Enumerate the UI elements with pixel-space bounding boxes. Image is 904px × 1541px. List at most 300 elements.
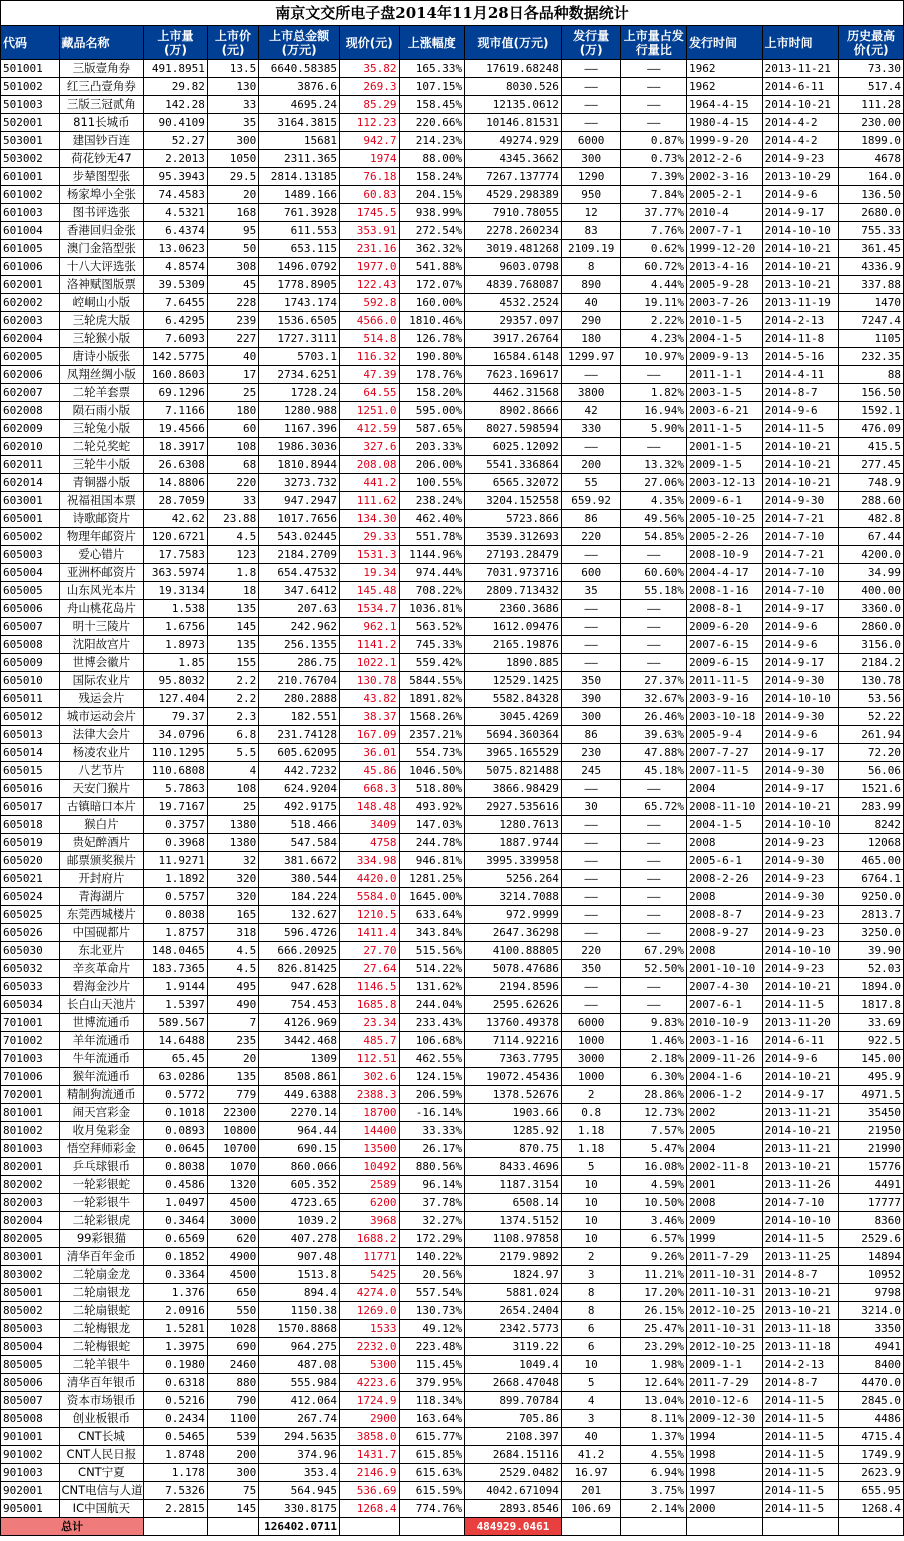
cell-listing-date: 2013-11-26 xyxy=(762,1176,839,1194)
table-row xyxy=(1,1284,904,1302)
cell-listed-amount: 2270.14 xyxy=(259,1104,340,1122)
cell-issue-date: 2012-10-25 xyxy=(687,1338,763,1356)
cell-listed-amount: 1489.166 xyxy=(259,186,340,204)
cell-code: 605015 xyxy=(1,762,60,780)
cell-highest-price: 2680.0 xyxy=(839,204,904,222)
cell-market-value: 4042.671094 xyxy=(465,1482,562,1500)
cell-issue-date: 2009-1-5 xyxy=(687,456,763,474)
cell-code: 605013 xyxy=(1,726,60,744)
cell-name: 古镇暗口本片 xyxy=(59,798,144,816)
cell-listed-amount: 690.15 xyxy=(259,1140,340,1158)
cell-rise: 595.00% xyxy=(399,402,465,420)
cell-listed-amount: 1280.988 xyxy=(259,402,340,420)
cell-current-price: 3409 xyxy=(339,816,399,834)
cell-issue-date: 2009-12-30 xyxy=(687,1410,763,1428)
cell-current-price: 14400 xyxy=(339,1122,399,1140)
cell-highest-price: 288.60 xyxy=(839,492,904,510)
cell-market-value: 7031.973716 xyxy=(465,564,562,582)
cell-market-value: 6565.32072 xyxy=(465,474,562,492)
cell-name: 红三凸壹角券 xyxy=(59,78,144,96)
cell-listing-date: 2014-9-17 xyxy=(762,654,839,672)
table-row xyxy=(1,564,904,582)
cell-highest-price: 465.00 xyxy=(839,852,904,870)
cell-issue-date: 2004-1-5 xyxy=(687,330,763,348)
cell-current-price: 1977.0 xyxy=(339,258,399,276)
cell-current-price: 1210.5 xyxy=(339,906,399,924)
cell-listing-date: 2014-6-11 xyxy=(762,1032,839,1050)
cell-rise: 272.54% xyxy=(399,222,465,240)
cell-rise: 238.24% xyxy=(399,492,465,510)
cell-code: 901001 xyxy=(1,1428,60,1446)
cell-listed-ratio: 0.73% xyxy=(621,150,687,168)
cell-listing-date: 2014-9-17 xyxy=(762,600,839,618)
cell-listing-date: 2014-10-10 xyxy=(762,1212,839,1230)
cell-listed-ratio: —— xyxy=(621,870,687,888)
cell-listed-ratio: —— xyxy=(621,852,687,870)
header-code: 代码 xyxy=(1,26,60,60)
cell-highest-price: 52.03 xyxy=(839,960,904,978)
cell-current-price: 5300 xyxy=(339,1356,399,1374)
cell-market-value: 870.75 xyxy=(465,1140,562,1158)
cell-listing-date: 2014-10-21 xyxy=(762,978,839,996)
cell-listed-price: 25 xyxy=(207,798,258,816)
cell-listed-price: 20 xyxy=(207,186,258,204)
cell-listed-amount: 4723.65 xyxy=(259,1194,340,1212)
cell-issue-qty: 10 xyxy=(561,1212,621,1230)
cell-code: 702001 xyxy=(1,1086,60,1104)
cell-code: 802004 xyxy=(1,1212,60,1230)
cell-listed-qty: 0.3757 xyxy=(144,816,208,834)
cell-current-price: 1431.7 xyxy=(339,1446,399,1464)
cell-rise: 100.55% xyxy=(399,474,465,492)
cell-highest-price: 6764.1 xyxy=(839,870,904,888)
cell-highest-price: 1105 xyxy=(839,330,904,348)
cell-listed-qty: 4.8574 xyxy=(144,258,208,276)
cell-rise: 32.27% xyxy=(399,1212,465,1230)
cell-listed-amount: 3164.3815 xyxy=(259,114,340,132)
cell-listed-qty: 1.5397 xyxy=(144,996,208,1014)
cell-current-price: 36.01 xyxy=(339,744,399,762)
cell-highest-price: 12068 xyxy=(839,834,904,852)
cell-listed-qty: 160.8603 xyxy=(144,366,208,384)
cell-issue-date: 2012-2-6 xyxy=(687,150,763,168)
cell-listed-price: 145 xyxy=(207,1500,258,1518)
cell-listed-price: 50 xyxy=(207,240,258,258)
cell-issue-date: 2000 xyxy=(687,1500,763,1518)
cell-issue-date: 2005-10-25 xyxy=(687,510,763,528)
cell-listed-ratio: 25.47% xyxy=(621,1320,687,1338)
table-row xyxy=(1,618,904,636)
cell-issue-qty: 0.8 xyxy=(561,1104,621,1122)
cell-listed-amount: 407.278 xyxy=(259,1230,340,1248)
cell-name: 荷花钞无47 xyxy=(59,150,144,168)
cell-rise: 1046.50% xyxy=(399,762,465,780)
cell-issue-qty: 890 xyxy=(561,276,621,294)
cell-listed-qty: 183.7365 xyxy=(144,960,208,978)
cell-current-price: 23.34 xyxy=(339,1014,399,1032)
cell-market-value: 12135.0612 xyxy=(465,96,562,114)
cell-rise: 974.44% xyxy=(399,564,465,582)
cell-rise: 745.33% xyxy=(399,636,465,654)
cell-code: 701002 xyxy=(1,1032,60,1050)
cell-listed-ratio: —— xyxy=(621,114,687,132)
cell-listing-date: 2014-11-5 xyxy=(762,1464,839,1482)
cell-listed-amount: 555.984 xyxy=(259,1374,340,1392)
cell-issue-date: 2001 xyxy=(687,1176,763,1194)
cell-listed-amount: 1039.2 xyxy=(259,1212,340,1230)
cell-highest-price: 1894.0 xyxy=(839,978,904,996)
cell-listed-qty: 65.45 xyxy=(144,1050,208,1068)
cell-issue-qty: 200 xyxy=(561,456,621,474)
table-row xyxy=(1,1356,904,1374)
cell-issue-date: 2007-6-15 xyxy=(687,636,763,654)
cell-name: 崆峒山小版 xyxy=(59,294,144,312)
cell-issue-date: 1998 xyxy=(687,1446,763,1464)
cell-current-price: 112.23 xyxy=(339,114,399,132)
cell-listed-ratio: —— xyxy=(621,834,687,852)
cell-listing-date: 2014-11-5 xyxy=(762,1500,839,1518)
cell-current-price: 19.34 xyxy=(339,564,399,582)
cell-listed-price: 1320 xyxy=(207,1176,258,1194)
cell-rise: 190.80% xyxy=(399,348,465,366)
cell-issue-qty: 35 xyxy=(561,582,621,600)
cell-code: 802005 xyxy=(1,1230,60,1248)
cell-issue-qty: 8 xyxy=(561,1302,621,1320)
cell-code: 602011 xyxy=(1,456,60,474)
cell-listed-price: 880 xyxy=(207,1374,258,1392)
cell-code: 605004 xyxy=(1,564,60,582)
cell-issue-qty: 3800 xyxy=(561,384,621,402)
table-row xyxy=(1,978,904,996)
table-row xyxy=(1,186,904,204)
cell-code: 605021 xyxy=(1,870,60,888)
header-rise: 上涨幅度 xyxy=(399,26,465,60)
cell-listed-ratio: 0.87% xyxy=(621,132,687,150)
cell-highest-price: 17777 xyxy=(839,1194,904,1212)
cell-listing-date: 2014-10-10 xyxy=(762,222,839,240)
cell-highest-price: 495.9 xyxy=(839,1068,904,1086)
cell-listed-price: 20 xyxy=(207,1050,258,1068)
cell-rise: 163.64% xyxy=(399,1410,465,1428)
cell-listed-qty: 0.3364 xyxy=(144,1266,208,1284)
cell-listing-date: 2014-9-30 xyxy=(762,672,839,690)
total-empty xyxy=(399,1518,465,1536)
cell-listed-qty: 95.3943 xyxy=(144,168,208,186)
cell-listing-date: 2014-9-17 xyxy=(762,204,839,222)
cell-rise: 37.78% xyxy=(399,1194,465,1212)
cell-listed-amount: 380.544 xyxy=(259,870,340,888)
cell-current-price: 43.82 xyxy=(339,690,399,708)
cell-listed-price: 4500 xyxy=(207,1266,258,1284)
cell-issue-date: 2009-6-15 xyxy=(687,654,763,672)
cell-highest-price: 922.5 xyxy=(839,1032,904,1050)
cell-rise: 615.63% xyxy=(399,1464,465,1482)
cell-code: 605005 xyxy=(1,582,60,600)
table-row xyxy=(1,1302,904,1320)
cell-current-price: 11771 xyxy=(339,1248,399,1266)
cell-listing-date: 2014-11-5 xyxy=(762,1230,839,1248)
cell-listed-price: 33 xyxy=(207,492,258,510)
cell-issue-qty: —— xyxy=(561,816,621,834)
table-row xyxy=(1,330,904,348)
cell-rise: 158.24% xyxy=(399,168,465,186)
cell-rise: 33.33% xyxy=(399,1122,465,1140)
cell-issue-qty: 42 xyxy=(561,402,621,420)
cell-issue-date: 1999-12-20 xyxy=(687,240,763,258)
cell-highest-price: 4678 xyxy=(839,150,904,168)
cell-listed-price: 320 xyxy=(207,870,258,888)
cell-listing-date: 2014-4-11 xyxy=(762,366,839,384)
cell-name: 精制狗流通币 xyxy=(59,1086,144,1104)
cell-rise: 518.80% xyxy=(399,780,465,798)
cell-code: 605018 xyxy=(1,816,60,834)
cell-issue-date: 2007-7-27 xyxy=(687,744,763,762)
cell-listed-price: 790 xyxy=(207,1392,258,1410)
cell-highest-price: 2813.7 xyxy=(839,906,904,924)
cell-listing-date: 2014-10-21 xyxy=(762,474,839,492)
cell-listed-amount: 8508.861 xyxy=(259,1068,340,1086)
cell-listed-price: 1070 xyxy=(207,1158,258,1176)
table-row xyxy=(1,1032,904,1050)
cell-issue-qty: 41.2 xyxy=(561,1446,621,1464)
cell-listed-price: 300 xyxy=(207,132,258,150)
cell-market-value: 19072.45436 xyxy=(465,1068,562,1086)
cell-issue-qty: 16.97 xyxy=(561,1464,621,1482)
cell-market-value: 5256.264 xyxy=(465,870,562,888)
cell-issue-qty: 230 xyxy=(561,744,621,762)
cell-listing-date: 2014-9-30 xyxy=(762,852,839,870)
cell-issue-qty: 3000 xyxy=(561,1050,621,1068)
cell-name: 凤翔丝绸小版 xyxy=(59,366,144,384)
cell-rise: 946.81% xyxy=(399,852,465,870)
cell-code: 605026 xyxy=(1,924,60,942)
data-table xyxy=(0,25,904,1536)
cell-current-price: 116.32 xyxy=(339,348,399,366)
cell-name: 明十三陵片 xyxy=(59,618,144,636)
cell-market-value: 705.86 xyxy=(465,1410,562,1428)
cell-listed-ratio: 49.56% xyxy=(621,510,687,528)
cell-rise: 115.45% xyxy=(399,1356,465,1374)
cell-rise: 107.15% xyxy=(399,78,465,96)
cell-listing-date: 2014-7-10 xyxy=(762,1194,839,1212)
cell-listed-ratio: 16.94% xyxy=(621,402,687,420)
cell-highest-price: 337.88 xyxy=(839,276,904,294)
cell-listed-amount: 492.9175 xyxy=(259,798,340,816)
cell-listed-price: 108 xyxy=(207,438,258,456)
cell-highest-price: 3156.0 xyxy=(839,636,904,654)
cell-code: 605020 xyxy=(1,852,60,870)
cell-rise: 20.56% xyxy=(399,1266,465,1284)
cell-name: 碧海金沙片 xyxy=(59,978,144,996)
cell-market-value: 2278.260234 xyxy=(465,222,562,240)
cell-rise: 541.88% xyxy=(399,258,465,276)
cell-code: 701001 xyxy=(1,1014,60,1032)
cell-issue-qty: —— xyxy=(561,78,621,96)
cell-market-value: 5582.84328 xyxy=(465,690,562,708)
cell-market-value: 1824.97 xyxy=(465,1266,562,1284)
cell-current-price: 334.98 xyxy=(339,852,399,870)
cell-market-value: 972.9999 xyxy=(465,906,562,924)
cell-listed-ratio: —— xyxy=(621,438,687,456)
cell-current-price: 536.69 xyxy=(339,1482,399,1500)
table-row xyxy=(1,834,904,852)
cell-issue-date: 1994 xyxy=(687,1428,763,1446)
cell-rise: 1891.82% xyxy=(399,690,465,708)
cell-listed-qty: 0.5772 xyxy=(144,1086,208,1104)
cell-issue-qty: 390 xyxy=(561,690,621,708)
cell-code: 805002 xyxy=(1,1302,60,1320)
cell-issue-qty: 40 xyxy=(561,1428,621,1446)
table-row xyxy=(1,906,904,924)
cell-listed-price: 1.8 xyxy=(207,564,258,582)
cell-market-value: 3866.98429 xyxy=(465,780,562,798)
cell-highest-price: 136.50 xyxy=(839,186,904,204)
table-row xyxy=(1,1374,904,1392)
cell-listed-qty: 19.3134 xyxy=(144,582,208,600)
cell-rise: 1645.00% xyxy=(399,888,465,906)
cell-listed-qty: 0.1980 xyxy=(144,1356,208,1374)
table-row xyxy=(1,1266,904,1284)
cell-name: 羊年流通币 xyxy=(59,1032,144,1050)
cell-issue-qty: —— xyxy=(561,888,621,906)
cell-listed-amount: 3273.732 xyxy=(259,474,340,492)
cell-current-price: 45.86 xyxy=(339,762,399,780)
cell-issue-qty: 290 xyxy=(561,312,621,330)
cell-listed-amount: 1017.7656 xyxy=(259,510,340,528)
cell-issue-date: 2007-4-30 xyxy=(687,978,763,996)
cell-listed-qty: 26.6308 xyxy=(144,456,208,474)
cell-highest-price: 10952 xyxy=(839,1266,904,1284)
cell-listing-date: 2014-11-5 xyxy=(762,1482,839,1500)
cell-issue-qty: 6 xyxy=(561,1320,621,1338)
cell-listing-date: 2014-9-23 xyxy=(762,150,839,168)
cell-rise: 1281.25% xyxy=(399,870,465,888)
cell-listed-qty: 1.8757 xyxy=(144,924,208,942)
cell-listing-date: 2014-9-23 xyxy=(762,870,839,888)
cell-listed-price: 227 xyxy=(207,330,258,348)
cell-listed-amount: 242.962 xyxy=(259,618,340,636)
cell-listed-ratio: 26.15% xyxy=(621,1302,687,1320)
cell-listing-date: 2014-11-5 xyxy=(762,1446,839,1464)
cell-listed-qty: 2.0916 xyxy=(144,1302,208,1320)
total-empty xyxy=(762,1518,839,1536)
cell-highest-price: 755.33 xyxy=(839,222,904,240)
cell-listing-date: 2014-4-2 xyxy=(762,114,839,132)
cell-listed-qty: 0.6318 xyxy=(144,1374,208,1392)
cell-listing-date: 2013-11-20 xyxy=(762,1014,839,1032)
cell-highest-price: 56.06 xyxy=(839,762,904,780)
cell-issue-qty: 180 xyxy=(561,330,621,348)
cell-rise: 124.15% xyxy=(399,1068,465,1086)
cell-issue-qty: 1.18 xyxy=(561,1140,621,1158)
cell-issue-qty: 10 xyxy=(561,1356,621,1374)
cell-listed-amount: 1727.3111 xyxy=(259,330,340,348)
cell-current-price: 122.43 xyxy=(339,276,399,294)
cell-listed-ratio: 13.32% xyxy=(621,456,687,474)
cell-code: 601002 xyxy=(1,186,60,204)
cell-listed-amount: 1778.8905 xyxy=(259,276,340,294)
cell-issue-qty: 86 xyxy=(561,510,621,528)
cell-market-value: 7363.7795 xyxy=(465,1050,562,1068)
cell-highest-price: 21990 xyxy=(839,1140,904,1158)
cell-listed-amount: 1743.174 xyxy=(259,294,340,312)
cell-listing-date: 2014-11-5 xyxy=(762,1392,839,1410)
cell-issue-date: 2005-9-28 xyxy=(687,276,763,294)
cell-issue-qty: —— xyxy=(561,96,621,114)
cell-listed-amount: 330.8175 xyxy=(259,1500,340,1518)
cell-current-price: 1251.0 xyxy=(339,402,399,420)
cell-issue-date: 2004 xyxy=(687,780,763,798)
cell-code: 605014 xyxy=(1,744,60,762)
cell-listed-qty: 0.3464 xyxy=(144,1212,208,1230)
cell-name: 八艺节片 xyxy=(59,762,144,780)
cell-listed-qty: 95.8032 xyxy=(144,672,208,690)
cell-listed-ratio: 7.76% xyxy=(621,222,687,240)
cell-issue-qty: 10 xyxy=(561,1176,621,1194)
cell-issue-qty: —— xyxy=(561,852,621,870)
cell-current-price: 942.7 xyxy=(339,132,399,150)
cell-listed-amount: 487.08 xyxy=(259,1356,340,1374)
cell-name: 东北亚片 xyxy=(59,942,144,960)
cell-issue-date: 2006-1-2 xyxy=(687,1086,763,1104)
cell-current-price: 592.8 xyxy=(339,294,399,312)
cell-issue-qty: —— xyxy=(561,60,621,78)
cell-market-value: 3204.152558 xyxy=(465,492,562,510)
cell-issue-qty: 300 xyxy=(561,150,621,168)
cell-highest-price: 361.45 xyxy=(839,240,904,258)
cell-listed-amount: 666.20925 xyxy=(259,942,340,960)
table-row xyxy=(1,960,904,978)
cell-rise: 158.45% xyxy=(399,96,465,114)
cell-name: 二轮梅银蛇 xyxy=(59,1338,144,1356)
cell-code: 503002 xyxy=(1,150,60,168)
cell-market-value: 8030.526 xyxy=(465,78,562,96)
cell-listed-amount: 605.62095 xyxy=(259,744,340,762)
table-row xyxy=(1,402,904,420)
cell-market-value: 5881.024 xyxy=(465,1284,562,1302)
cell-market-value: 2194.8596 xyxy=(465,978,562,996)
cell-issue-qty: —— xyxy=(561,546,621,564)
cell-issue-qty: 1290 xyxy=(561,168,621,186)
cell-name: 二轮彩银虎 xyxy=(59,1212,144,1230)
table-row xyxy=(1,672,904,690)
cell-current-price: 145.48 xyxy=(339,582,399,600)
cell-current-price: 111.62 xyxy=(339,492,399,510)
cell-listed-price: 29.5 xyxy=(207,168,258,186)
cell-market-value: 1612.09476 xyxy=(465,618,562,636)
cell-market-value: 3019.481268 xyxy=(465,240,562,258)
cell-listing-date: 2014-10-10 xyxy=(762,942,839,960)
cell-current-price: 1974 xyxy=(339,150,399,168)
cell-listed-amount: 1167.396 xyxy=(259,420,340,438)
cell-listed-price: 2.2 xyxy=(207,672,258,690)
cell-listed-qty: 29.82 xyxy=(144,78,208,96)
cell-rise: 160.00% xyxy=(399,294,465,312)
cell-current-price: 5425 xyxy=(339,1266,399,1284)
cell-issue-qty: 3 xyxy=(561,1266,621,1284)
cell-listed-price: 180 xyxy=(207,402,258,420)
cell-issue-date: 2007-7-1 xyxy=(687,222,763,240)
table-row xyxy=(1,708,904,726)
cell-listed-ratio: 27.37% xyxy=(621,672,687,690)
cell-listing-date: 2014-9-17 xyxy=(762,1086,839,1104)
cell-listing-date: 2014-9-6 xyxy=(762,636,839,654)
cell-current-price: 4420.0 xyxy=(339,870,399,888)
cell-rise: 938.99% xyxy=(399,204,465,222)
cell-listing-date: 2014-10-21 xyxy=(762,1068,839,1086)
cell-market-value: 2165.19876 xyxy=(465,636,562,654)
cell-issue-qty: 600 xyxy=(561,564,621,582)
